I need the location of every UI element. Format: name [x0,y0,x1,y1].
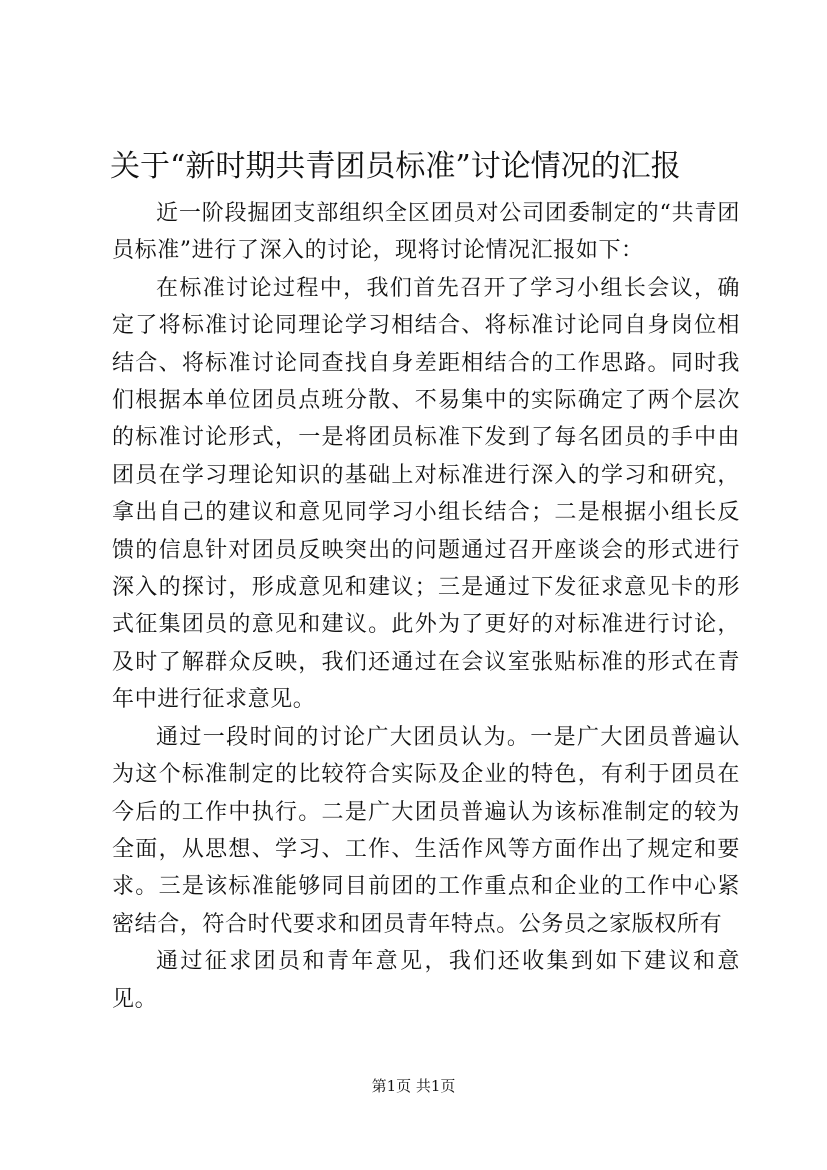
paragraph-process: 在标准讨论过程中，我们首先召开了学习小组长会议，确定了将标准讨论同理论学习相结合、将标准讨论同自身岗位相结合、将标准讨论同查找自身差距相结合的工作思路。同时我们根据本单位团员点班分散、不易集中的实际确定了两个层次的标准讨论形式，一是将团员标准下发到了每名团员的手中由团员在学习理论知识的基础上对标准进行深入的学习和研究，拿出自己的建议和意见同学习小组长结合；二是根据小组长反馈的信息针对团员反映突出的问题通过召开座谈会的形式进行深入的探讨，形成意见和建议；三是通过下发征求意见卡的形式征集团员的意见和建议。此外为了更好的对标准进行讨论，及时了解群众反映，我们还通过在会议室张贴标准的形式在青年中进行征求意见。 [112,275,740,713]
page-number-footer: 第1页 共1页 [371,1077,456,1095]
paragraph-suggestions: 通过征求团员和青年意见，我们还收集到如下建议和意见。 [112,949,740,1012]
paragraph-intro: 近一阶段掘团支部组织全区团员对公司团委制定的“共青团员标准”进行了深入的讨论，现将讨论情况汇报如下： [112,201,740,264]
document-title: 关于“新时期共青团员标准”讨论情况的汇报 [110,149,681,184]
document-body [112,195,740,1018]
paragraph-opinions: 通过一段时间的讨论广大团员认为。一是广大团员普遍认为这个标准制定的比较符合实际及企业的特色，有利于团员在今后的工作中执行。二是广大团员普遍认为该标准制定的较为全面，从思想、学习、工作、生活作风等方面作出了规定和要求。三是该标准能够同目前团的工作重点和企业的工作中心紧密结合，符合时代要求和团员青年特点。公务员之家版权所有 [112,724,740,937]
